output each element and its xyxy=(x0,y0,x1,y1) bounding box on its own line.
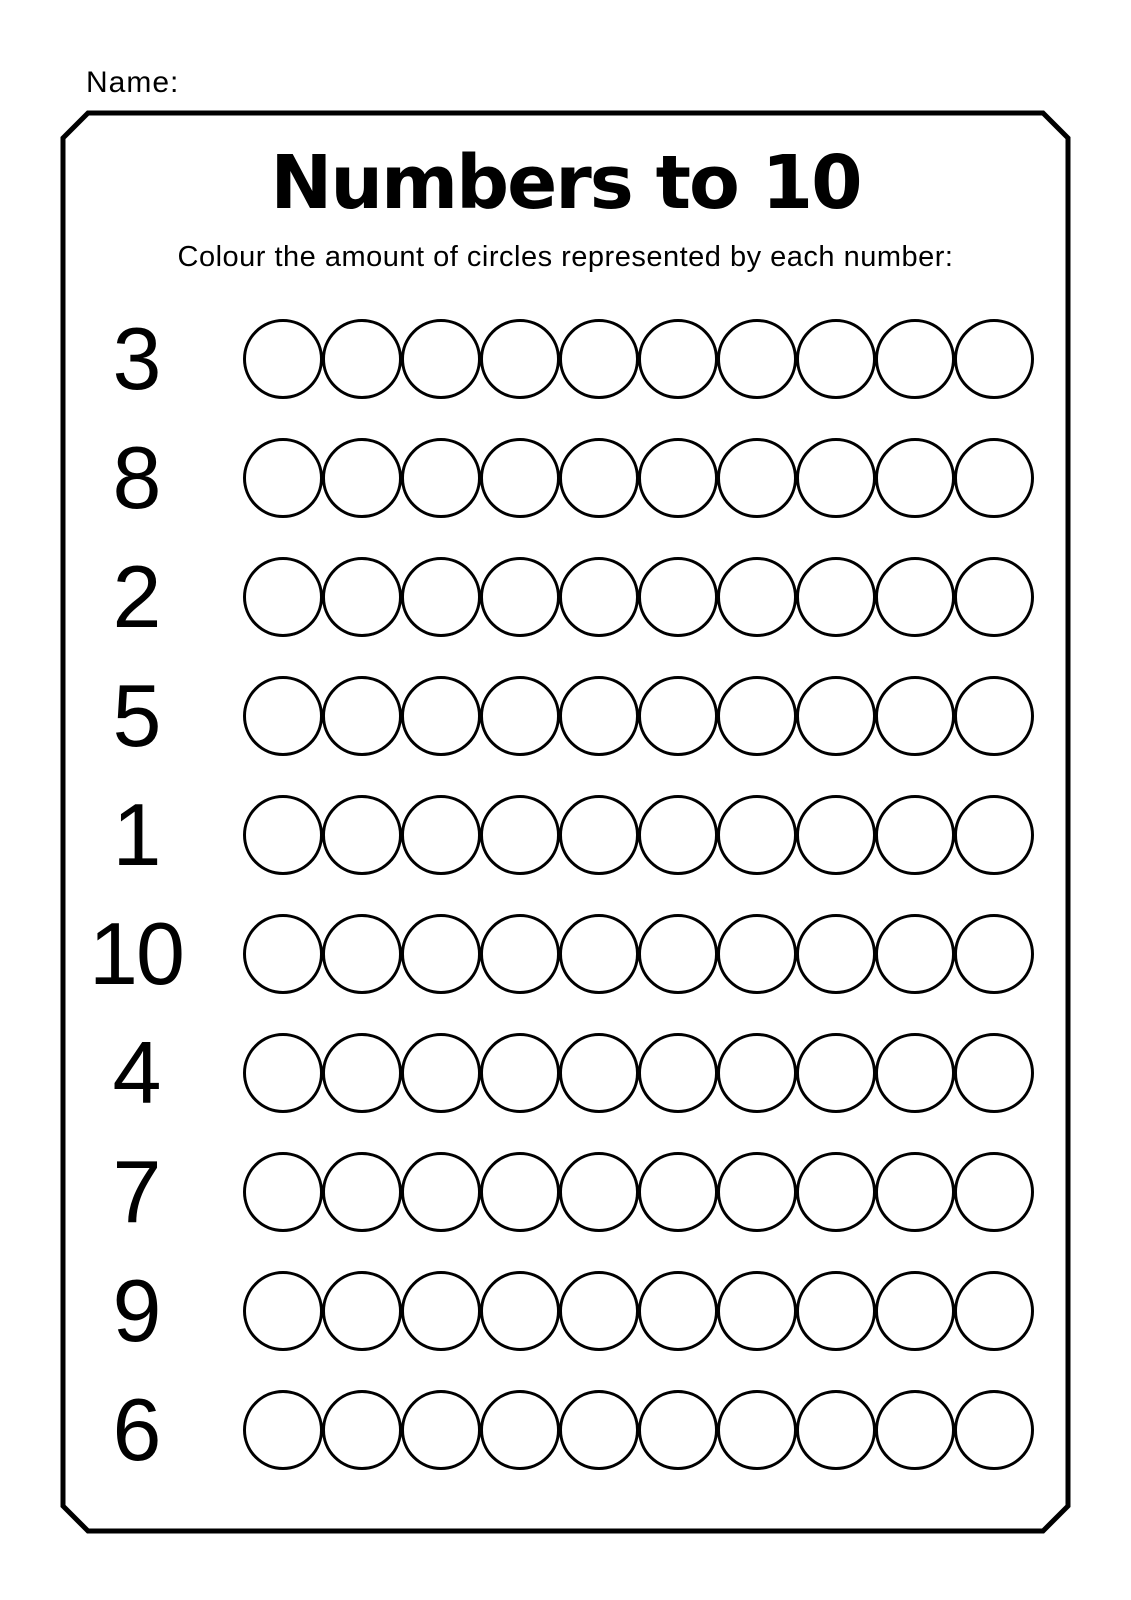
number-row xyxy=(0,299,1131,418)
number-row xyxy=(0,1013,1131,1132)
number-row xyxy=(0,1132,1131,1251)
colour-circle[interactable] xyxy=(796,557,876,637)
colour-circle[interactable] xyxy=(322,795,402,875)
colour-circle[interactable] xyxy=(322,1152,402,1232)
colour-circle[interactable] xyxy=(875,1390,955,1470)
circle-strip xyxy=(243,557,1034,637)
colour-circle[interactable] xyxy=(954,1033,1034,1113)
colour-circle[interactable] xyxy=(717,914,797,994)
colour-circle[interactable] xyxy=(954,557,1034,637)
colour-circle[interactable] xyxy=(480,1033,560,1113)
colour-circle[interactable] xyxy=(717,1390,797,1470)
row-number-label: 8 xyxy=(112,427,160,527)
colour-circle[interactable] xyxy=(954,438,1034,518)
colour-circle[interactable] xyxy=(559,1390,639,1470)
colour-circle[interactable] xyxy=(322,1033,402,1113)
colour-circle[interactable] xyxy=(322,1390,402,1470)
colour-circle[interactable] xyxy=(796,1271,876,1351)
colour-circle[interactable] xyxy=(954,319,1034,399)
row-number-label: 5 xyxy=(112,665,160,765)
colour-circle[interactable] xyxy=(954,676,1034,756)
circle-strip xyxy=(243,795,1034,875)
row-number-label: 10 xyxy=(89,903,183,1003)
colour-circle[interactable] xyxy=(243,438,323,518)
colour-circle[interactable] xyxy=(480,676,560,756)
colour-circle[interactable] xyxy=(954,914,1034,994)
circle-strip xyxy=(243,1390,1034,1470)
colour-circle[interactable] xyxy=(717,438,797,518)
colour-circle[interactable] xyxy=(559,319,639,399)
colour-circle[interactable] xyxy=(559,1271,639,1351)
colour-circle[interactable] xyxy=(796,795,876,875)
colour-circle[interactable] xyxy=(875,319,955,399)
colour-circle[interactable] xyxy=(796,676,876,756)
name-label[interactable]: Name: xyxy=(86,66,180,99)
colour-circle[interactable] xyxy=(796,438,876,518)
circle-strip xyxy=(243,1152,1034,1232)
number-row xyxy=(0,775,1131,894)
colour-circle[interactable] xyxy=(322,676,402,756)
colour-circle[interactable] xyxy=(243,795,323,875)
colour-circle[interactable] xyxy=(243,1390,323,1470)
colour-circle[interactable] xyxy=(480,1390,560,1470)
colour-circle[interactable] xyxy=(480,319,560,399)
colour-circle[interactable] xyxy=(954,1271,1034,1351)
colour-circle[interactable] xyxy=(243,914,323,994)
row-number-label: 6 xyxy=(112,1379,160,1479)
circle-strip xyxy=(243,676,1034,756)
colour-circle[interactable] xyxy=(875,1271,955,1351)
colour-circle[interactable] xyxy=(875,557,955,637)
circle-strip xyxy=(243,319,1034,399)
colour-circle[interactable] xyxy=(322,438,402,518)
colour-circle[interactable] xyxy=(480,1271,560,1351)
colour-circle[interactable] xyxy=(401,1033,481,1113)
row-number-label: 7 xyxy=(112,1141,160,1241)
colour-circle[interactable] xyxy=(243,557,323,637)
colour-circle[interactable] xyxy=(401,676,481,756)
number-row xyxy=(0,656,1131,775)
colour-circle[interactable] xyxy=(875,795,955,875)
colour-circle[interactable] xyxy=(401,1271,481,1351)
colour-circle[interactable] xyxy=(243,676,323,756)
colour-circle[interactable] xyxy=(796,1390,876,1470)
colour-circle[interactable] xyxy=(243,1271,323,1351)
row-number-label: 1 xyxy=(112,784,160,884)
colour-circle[interactable] xyxy=(480,914,560,994)
colour-circle[interactable] xyxy=(717,319,797,399)
colour-circle[interactable] xyxy=(796,1033,876,1113)
colour-circle[interactable] xyxy=(559,676,639,756)
colour-circle[interactable] xyxy=(480,557,560,637)
colour-circle[interactable] xyxy=(559,438,639,518)
colour-circle[interactable] xyxy=(954,795,1034,875)
rows-container xyxy=(0,299,1131,1489)
colour-circle[interactable] xyxy=(796,914,876,994)
colour-circle[interactable] xyxy=(717,795,797,875)
colour-circle[interactable] xyxy=(875,676,955,756)
colour-circle[interactable] xyxy=(559,795,639,875)
colour-circle[interactable] xyxy=(401,557,481,637)
colour-circle[interactable] xyxy=(954,1390,1034,1470)
colour-circle[interactable] xyxy=(638,795,718,875)
colour-circle[interactable] xyxy=(717,557,797,637)
colour-circle[interactable] xyxy=(480,795,560,875)
colour-circle[interactable] xyxy=(480,438,560,518)
colour-circle[interactable] xyxy=(401,1390,481,1470)
colour-circle[interactable] xyxy=(322,914,402,994)
row-number-label: 9 xyxy=(112,1260,160,1360)
colour-circle[interactable] xyxy=(954,1152,1034,1232)
instruction-text: Colour the amount of circles represented by each number: xyxy=(177,241,954,273)
colour-circle[interactable] xyxy=(638,438,718,518)
row-number-label: 3 xyxy=(112,308,160,408)
number-row xyxy=(0,418,1131,537)
colour-circle[interactable] xyxy=(243,1152,323,1232)
colour-circle[interactable] xyxy=(559,914,639,994)
colour-circle[interactable] xyxy=(243,319,323,399)
page-title: Numbers to 10 xyxy=(270,140,861,226)
colour-circle[interactable] xyxy=(401,319,481,399)
circle-strip xyxy=(243,1033,1034,1113)
row-number-label: 4 xyxy=(112,1022,160,1122)
colour-circle[interactable] xyxy=(401,914,481,994)
circle-strip xyxy=(243,438,1034,518)
colour-circle[interactable] xyxy=(875,914,955,994)
colour-circle[interactable] xyxy=(401,1152,481,1232)
colour-circle[interactable] xyxy=(638,319,718,399)
colour-circle[interactable] xyxy=(401,795,481,875)
colour-circle[interactable] xyxy=(559,1033,639,1113)
colour-circle[interactable] xyxy=(638,1152,718,1232)
colour-circle[interactable] xyxy=(796,1152,876,1232)
number-row xyxy=(0,894,1131,1013)
circle-strip xyxy=(243,1271,1034,1351)
colour-circle[interactable] xyxy=(638,1390,718,1470)
colour-circle[interactable] xyxy=(875,438,955,518)
colour-circle[interactable] xyxy=(322,1271,402,1351)
colour-circle[interactable] xyxy=(322,557,402,637)
colour-circle[interactable] xyxy=(638,1033,718,1113)
colour-circle[interactable] xyxy=(638,1271,718,1351)
number-row xyxy=(0,537,1131,656)
colour-circle[interactable] xyxy=(638,914,718,994)
colour-circle[interactable] xyxy=(875,1033,955,1113)
colour-circle[interactable] xyxy=(717,1033,797,1113)
colour-circle[interactable] xyxy=(717,1152,797,1232)
colour-circle[interactable] xyxy=(717,676,797,756)
colour-circle[interactable] xyxy=(796,319,876,399)
colour-circle[interactable] xyxy=(638,676,718,756)
colour-circle[interactable] xyxy=(322,319,402,399)
number-row xyxy=(0,1251,1131,1370)
number-row xyxy=(0,1370,1131,1489)
colour-circle[interactable] xyxy=(243,1033,323,1113)
colour-circle[interactable] xyxy=(875,1152,955,1232)
circle-strip xyxy=(243,914,1034,994)
colour-circle[interactable] xyxy=(559,557,639,637)
row-number-label: 2 xyxy=(112,546,160,646)
colour-circle[interactable] xyxy=(401,438,481,518)
colour-circle[interactable] xyxy=(717,1271,797,1351)
colour-circle[interactable] xyxy=(480,1152,560,1232)
colour-circle[interactable] xyxy=(559,1152,639,1232)
colour-circle[interactable] xyxy=(638,557,718,637)
